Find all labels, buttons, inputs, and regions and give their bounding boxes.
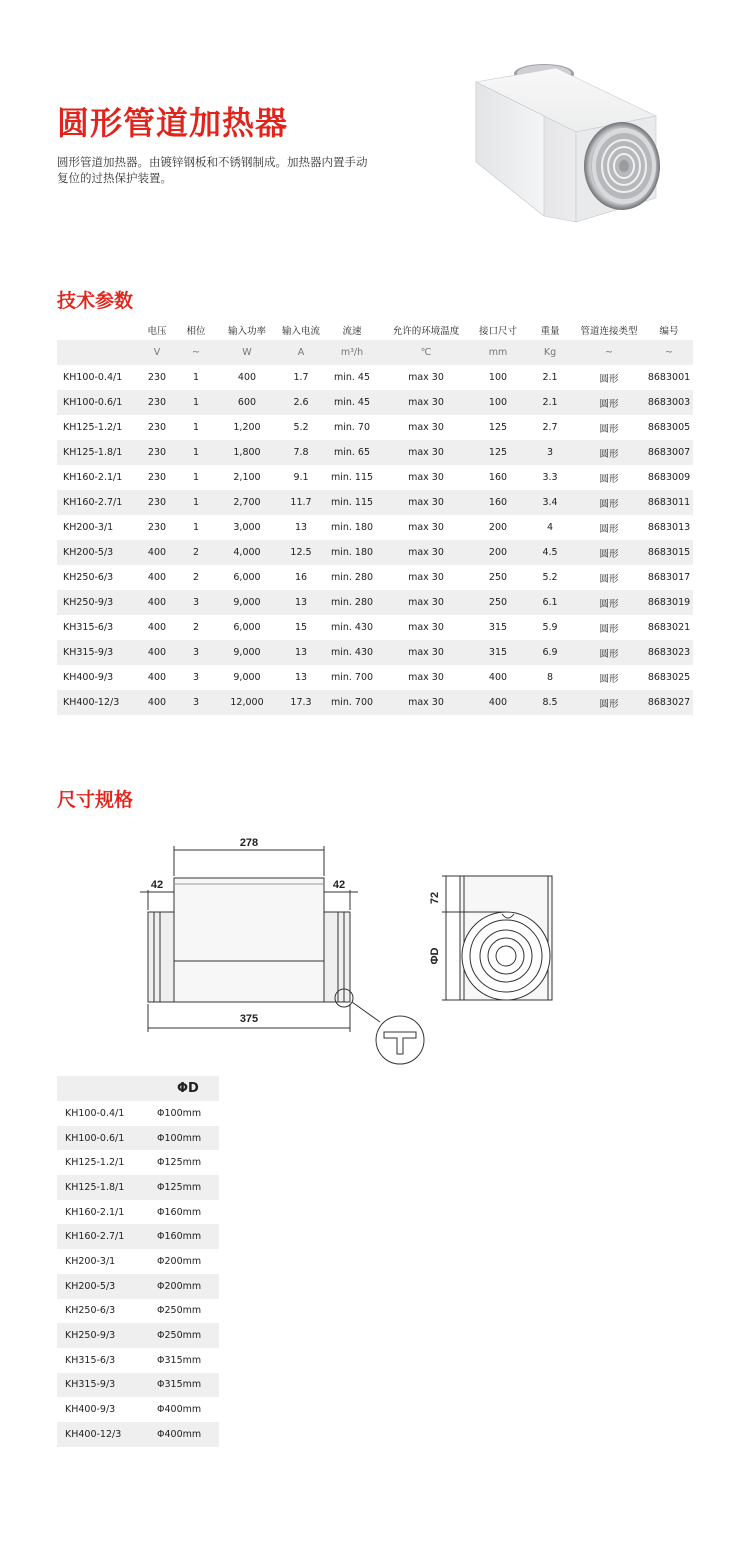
dimension-cell-model: KH200-5/3 [57,1274,157,1299]
dimension-row [57,1348,219,1373]
spec-cell-airflow: min. 65 [321,440,383,465]
spec-cell-weight: 8.5 [527,690,573,715]
spec-cell-model: KH200-5/3 [57,540,135,565]
spec-cell-connection-size: 400 [488,672,508,683]
spec-header-current: 输入电流 [281,326,320,337]
spec-cell-model: KH125-1.8/1 [57,440,135,465]
spec-cell-power: 6,000 [233,572,261,583]
dimension-drawing [130,826,570,1066]
spec-cell-weight: 5.2 [542,572,558,583]
dimension-cell-model: KH125-1.2/1 [65,1157,125,1169]
dimension-cell-diameter: Φ160mm [157,1206,202,1218]
dimension-cell-diameter: Φ200mm [157,1274,219,1299]
spec-cell-current: 16 [294,572,308,583]
dimension-cell-model: KH250-6/3 [65,1305,116,1317]
dim-label-42-right: 42 [332,879,346,891]
spec-cell-code: 8683015 [645,540,693,565]
spec-cell-model: KH160-2.7/1 [57,490,135,515]
spec-cell-code: 8683009 [647,472,691,483]
spec-cell-duct-type: 圆形 [599,623,619,635]
dimension-cell-diameter: Φ100mm [157,1107,202,1119]
dimension-row [57,1175,219,1200]
spec-header-model [57,320,135,340]
spec-cell-airflow: min. 180 [330,522,374,533]
dimension-cell-diameter: Φ315mm [157,1354,202,1366]
spec-cell-code: 8683017 [647,572,691,583]
spec-cell-current: 5.2 [293,422,309,433]
spec-cell-power: 12,000 [213,690,281,715]
spec-cell-phase: 1 [179,440,213,465]
spec-table [57,320,693,715]
spec-cell-duct-type: 圆形 [573,440,645,465]
spec-cell-code: 8683003 [645,390,693,415]
spec-cell-duct-type: 圆形 [599,573,619,585]
spec-cell-temperature: max 30 [383,690,469,715]
spec-cell-model: KH100-0.4/1 [63,372,123,383]
spec-cell-voltage: 230 [147,422,167,433]
spec-cell-model: KH200-3/1 [63,522,114,533]
spec-cell-airflow: min. 700 [330,672,374,683]
unit-cell: Kg [527,340,573,365]
dim-label-72: 72 [429,891,441,905]
spec-cell-voltage: 400 [147,672,167,683]
dim-label-278: 278 [239,837,259,849]
spec-row [57,515,693,540]
spec-cell-model: KH400-9/3 [63,672,114,683]
spec-cell-duct-type: 圆形 [573,690,645,715]
spec-cell-phase: 3 [192,672,200,683]
spec-cell-airflow: min. 45 [321,390,383,415]
spec-cell-phase: 1 [179,390,213,415]
spec-cell-weight: 8 [546,672,554,683]
spec-section-title: 技术参数 [57,290,134,312]
product-description: 圆形管道加热器。由镀锌钢板和不锈钢制成。加热器内置手动复位的过热保护装置。 [57,155,368,185]
spec-cell-weight: 4 [546,522,554,533]
spec-units-row [57,340,693,365]
spec-cell-weight: 5.9 [542,622,558,633]
spec-cell-phase: 3 [179,590,213,615]
dimension-cell-model: KH400-9/3 [65,1404,116,1416]
spec-cell-model: KH250-9/3 [57,590,135,615]
spec-cell-power: 9,000 [213,590,281,615]
spec-cell-temperature: max 30 [383,490,469,515]
dimension-cell-diameter: Φ200mm [157,1255,202,1267]
spec-cell-phase: 2 [192,572,200,583]
dim-label-diameter: ΦD [429,947,441,965]
spec-cell-code: 8683021 [647,622,691,633]
spec-cell-temperature: max 30 [383,440,469,465]
spec-cell-code: 8683005 [647,422,691,433]
dimension-cell-diameter: Φ315mm [157,1373,219,1398]
spec-cell-temperature: max 30 [408,522,444,533]
spec-cell-code: 8683025 [647,672,691,683]
spec-cell-current: 2.6 [281,390,321,415]
dimension-cell-diameter: Φ160mm [157,1224,219,1249]
dim-label-42-left: 42 [150,879,164,891]
dimension-cell-model: KH200-3/1 [65,1255,116,1267]
spec-row [57,540,693,565]
dimension-cell-model: KH400-12/3 [57,1422,157,1447]
spec-cell-temperature: max 30 [408,572,444,583]
spec-cell-airflow: min. 45 [333,372,371,383]
spec-cell-connection-size: 315 [488,622,508,633]
spec-cell-phase: 1 [179,490,213,515]
spec-cell-phase: 2 [179,540,213,565]
dimension-row [57,1101,219,1126]
spec-cell-temperature: max 30 [383,640,469,665]
spec-cell-phase: 1 [192,522,200,533]
unit-cell: mm [469,340,527,365]
dimension-cell-diameter: Φ400mm [157,1404,202,1416]
spec-cell-duct-type: 圆形 [599,373,619,385]
spec-cell-duct-type: 圆形 [573,640,645,665]
spec-cell-temperature: max 30 [383,590,469,615]
spec-cell-airflow: min. 70 [333,422,371,433]
spec-cell-airflow: min. 280 [330,572,374,583]
spec-cell-model: KH315-6/3 [63,622,114,633]
dimension-cell-model: KH315-9/3 [57,1373,157,1398]
spec-cell-current: 7.8 [281,440,321,465]
spec-cell-voltage: 230 [147,522,167,533]
dimension-row [57,1224,219,1249]
spec-cell-weight: 4.5 [527,540,573,565]
spec-cell-temperature: max 30 [408,422,444,433]
spec-header-connection-size: 接口尺寸 [478,326,517,337]
spec-cell-current: 13 [294,672,308,683]
spec-cell-phase: 3 [179,690,213,715]
spec-cell-current: 12.5 [281,540,321,565]
spec-cell-connection-size: 250 [469,590,527,615]
dimension-cell-model: KH160-2.7/1 [57,1224,157,1249]
spec-cell-weight: 2.1 [527,390,573,415]
dimension-row [57,1422,219,1447]
spec-cell-code: 8683013 [647,522,691,533]
spec-cell-power: 9,000 [213,640,281,665]
spec-cell-model: KH160-2.1/1 [63,472,123,483]
spec-cell-code: 8683019 [645,590,693,615]
spec-cell-airflow: min. 115 [321,490,383,515]
dimension-cell-model: KH125-1.8/1 [57,1175,157,1200]
spec-row [57,440,693,465]
spec-header-code: 编号 [659,326,679,337]
spec-cell-duct-type: 圆形 [599,523,619,535]
spec-cell-power: 9,000 [233,672,261,683]
dimension-cell-model: KH315-6/3 [65,1354,116,1366]
spec-cell-power: 1,200 [233,422,261,433]
spec-cell-voltage: 230 [147,472,167,483]
spec-header-weight: 重量 [540,326,560,337]
dimension-row [57,1249,219,1274]
spec-cell-connection-size: 160 [469,490,527,515]
dimension-cell-diameter: Φ125mm [157,1175,219,1200]
spec-cell-airflow: min. 700 [321,690,383,715]
spec-cell-current: 13 [281,590,321,615]
spec-row [57,665,693,690]
dimension-row [57,1323,219,1348]
spec-cell-voltage: 400 [135,640,179,665]
spec-header-airflow: 流速 [342,326,362,337]
spec-cell-weight: 2.1 [542,372,558,383]
dimension-cell-model: KH100-0.6/1 [57,1126,157,1151]
dimension-cell-diameter: Φ100mm [157,1126,219,1151]
spec-cell-weight: 6.1 [527,590,573,615]
spec-cell-power: 3,000 [233,522,261,533]
spec-header-phase: 相位 [186,326,206,337]
dimension-cell-model: KH100-0.4/1 [65,1107,125,1119]
spec-cell-temperature: max 30 [383,390,469,415]
spec-cell-weight: 3.3 [542,472,558,483]
spec-row [57,690,693,715]
spec-cell-phase: 1 [192,472,200,483]
spec-header-row [57,320,693,340]
unit-cell: ~ [573,340,645,365]
dim-label-375: 375 [239,1013,259,1025]
unit-cell [57,340,135,365]
spec-cell-power: 2,100 [233,472,261,483]
spec-cell-connection-size: 100 [488,372,508,383]
spec-cell-weight: 3 [527,440,573,465]
unit-cell: V [135,340,179,365]
spec-cell-voltage: 230 [135,490,179,515]
dimension-row [57,1274,219,1299]
unit-cell: ℃ [383,340,469,365]
spec-cell-current: 13 [281,640,321,665]
dimension-cell-diameter: Φ250mm [157,1323,219,1348]
spec-cell-current: 11.7 [281,490,321,515]
spec-cell-model: KH250-6/3 [63,572,114,583]
spec-cell-temperature: max 30 [408,472,444,483]
spec-cell-connection-size: 315 [469,640,527,665]
spec-cell-connection-size: 200 [469,540,527,565]
dimension-header-row [57,1076,219,1101]
spec-cell-connection-size: 125 [469,440,527,465]
spec-cell-current: 9.1 [293,472,309,483]
dimension-table [57,1076,219,1447]
spec-cell-weight: 2.7 [542,422,558,433]
spec-cell-code: 8683023 [645,640,693,665]
spec-cell-duct-type: 圆形 [573,540,645,565]
spec-cell-temperature: max 30 [408,622,444,633]
spec-row [57,365,693,390]
spec-row [57,615,693,640]
spec-cell-airflow: min. 180 [321,540,383,565]
spec-cell-connection-size: 160 [488,472,508,483]
spec-header-duct-type: 管道连接类型 [580,326,638,337]
spec-cell-power: 1,800 [213,440,281,465]
spec-cell-duct-type: 圆形 [599,473,619,485]
spec-cell-connection-size: 200 [488,522,508,533]
spec-cell-phase: 3 [179,640,213,665]
dimension-cell-diameter: Φ250mm [157,1305,202,1317]
spec-cell-phase: 1 [192,372,200,383]
dimension-cell-diameter: Φ400mm [157,1422,219,1447]
spec-header-voltage: 电压 [147,326,167,337]
spec-row [57,465,693,490]
spec-cell-airflow: min. 430 [321,640,383,665]
spec-cell-phase: 1 [192,422,200,433]
spec-cell-airflow: min. 115 [330,472,374,483]
spec-cell-code: 8683007 [645,440,693,465]
spec-cell-voltage: 400 [135,540,179,565]
dimension-row [57,1150,219,1175]
spec-cell-power: 4,000 [213,540,281,565]
spec-cell-voltage: 400 [147,622,167,633]
spec-cell-voltage: 230 [135,440,179,465]
spec-cell-duct-type: 圆形 [573,390,645,415]
dimension-cell-model: KH250-9/3 [57,1323,157,1348]
dimension-section-title: 尺寸规格 [57,789,134,811]
spec-cell-code: 8683001 [647,372,691,383]
spec-row [57,490,693,515]
spec-row [57,390,693,415]
spec-cell-airflow: min. 430 [330,622,374,633]
product-image [466,58,676,228]
spec-cell-model: KH315-9/3 [57,640,135,665]
spec-cell-connection-size: 125 [488,422,508,433]
spec-cell-model: KH400-12/3 [57,690,135,715]
unit-cell: ~ [645,340,693,365]
spec-cell-code: 8683011 [645,490,693,515]
spec-cell-voltage: 400 [135,690,179,715]
spec-header-temperature: 允许的环境温度 [392,326,460,337]
spec-cell-power: 600 [213,390,281,415]
spec-cell-voltage: 230 [135,390,179,415]
dimension-row [57,1397,219,1422]
dimension-row [57,1373,219,1398]
unit-cell: m³/h [321,340,383,365]
spec-cell-voltage: 400 [147,572,167,583]
spec-cell-code: 8683027 [645,690,693,715]
spec-cell-current: 17.3 [281,690,321,715]
spec-header-power: 输入功率 [227,326,266,337]
spec-cell-model: KH100-0.6/1 [57,390,135,415]
spec-cell-temperature: max 30 [383,540,469,565]
spec-cell-connection-size: 250 [488,572,508,583]
spec-cell-voltage: 230 [147,372,167,383]
spec-cell-duct-type: 圆形 [573,590,645,615]
spec-cell-duct-type: 圆形 [573,490,645,515]
spec-cell-power: 400 [237,372,257,383]
spec-cell-airflow: min. 280 [321,590,383,615]
spec-cell-connection-size: 400 [469,690,527,715]
unit-cell: W [213,340,281,365]
spec-cell-voltage: 400 [135,590,179,615]
spec-row [57,640,693,665]
dimension-cell-diameter: Φ125mm [157,1157,202,1169]
spec-row [57,415,693,440]
spec-cell-power: 6,000 [233,622,261,633]
spec-cell-duct-type: 圆形 [599,423,619,435]
dimension-header-diameter: ΦD [57,1076,219,1101]
spec-row [57,565,693,590]
spec-cell-model: KH125-1.2/1 [63,422,123,433]
page-title: 圆形管道加热器 [57,104,289,142]
unit-cell: A [281,340,321,365]
spec-cell-temperature: max 30 [408,672,444,683]
spec-cell-power: 2,700 [213,490,281,515]
spec-cell-current: 15 [294,622,308,633]
dimension-row [57,1126,219,1151]
spec-cell-current: 13 [294,522,308,533]
dimension-row [57,1299,219,1324]
dimension-row [57,1200,219,1225]
spec-row [57,590,693,615]
spec-cell-weight: 3.4 [527,490,573,515]
spec-cell-duct-type: 圆形 [599,673,619,685]
spec-cell-weight: 6.9 [527,640,573,665]
spec-cell-phase: 2 [192,622,200,633]
unit-cell: ~ [179,340,213,365]
spec-cell-connection-size: 100 [469,390,527,415]
spec-cell-temperature: max 30 [408,372,444,383]
dimension-cell-model: KH160-2.1/1 [65,1206,125,1218]
spec-cell-current: 1.7 [293,372,309,383]
